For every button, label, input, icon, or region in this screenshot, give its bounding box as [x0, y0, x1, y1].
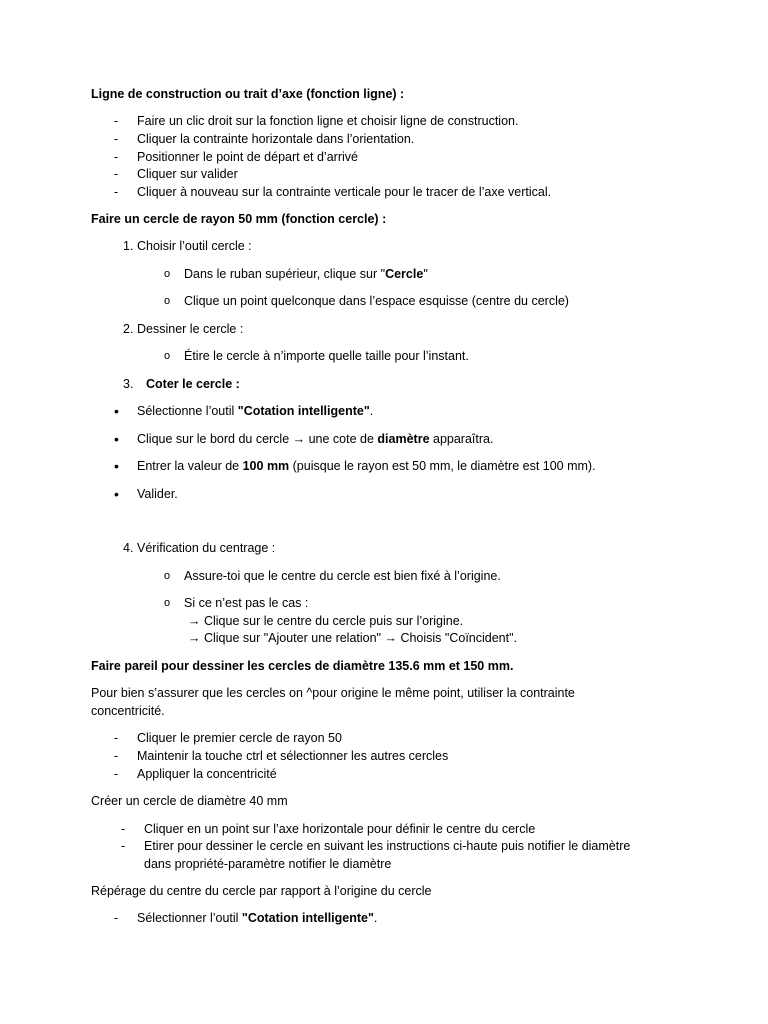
circle-bullet-icon: o [164, 350, 171, 362]
dash-bullet: - [114, 911, 119, 925]
list-item-continuation: dans propriété-paramètre notifier le diamètre [144, 857, 392, 871]
sub-item-line: → Clique sur "Ajouter une relation" → Choisis "Coïncident". [188, 631, 518, 645]
list-item: Etirer pour dessiner le cercle en suivant les instructions ci-haute puis notifier le diamètre [144, 839, 631, 853]
circle-bullet-icon: o [164, 295, 171, 307]
step-number: 1. [123, 239, 134, 253]
list-item: Sélectionner l’outil "Cotation intelligente". [137, 911, 378, 925]
sub-item: Dans le ruban supérieur, clique sur "Cercle" [184, 267, 428, 281]
bullet-item: Sélectionne l’outil "Cotation intelligente". [137, 404, 374, 418]
dash-bullet: - [121, 822, 126, 836]
list-item: Appliquer la concentricité [137, 767, 277, 781]
bullet-icon: • [114, 458, 119, 474]
section-heading-other-circles: Faire pareil pour dessiner les cercles de diamètre 135.6 mm et 150 mm. [91, 659, 514, 673]
section-heading-construction-line: Ligne de construction ou trait d’axe (fonction ligne) : [91, 87, 405, 101]
step-title: Dessiner le cercle : [137, 322, 244, 336]
sub-item: Clique un point quelconque dans l’espace esquisse (centre du cercle) [184, 294, 569, 308]
step-title: Coter le cercle : [146, 377, 240, 391]
sub-item: Étire le cercle à n’importe quelle taille pour l’instant. [184, 349, 469, 363]
bullet-item: Entrer la valeur de 100 mm (puisque le rayon est 50 mm, le diamètre est 100 mm). [137, 459, 596, 473]
step-number: 4. [123, 541, 134, 555]
dash-bullet: - [121, 839, 126, 853]
list-item: Faire un clic droit sur la fonction ligne et choisir ligne de construction. [137, 114, 519, 128]
list-item: Cliquer en un point sur l’axe horizontale pour définir le centre du cercle [144, 822, 536, 836]
bullet-icon: • [114, 431, 119, 447]
circle-bullet-icon: o [164, 570, 171, 582]
dash-bullet: - [114, 731, 119, 745]
list-item: Cliquer la contrainte horizontale dans l’orientation. [137, 132, 415, 146]
step-number: 3. [123, 377, 134, 391]
circle-bullet-icon: o [164, 268, 171, 280]
bullet-icon: • [114, 486, 119, 502]
step-title: Vérification du centrage : [137, 541, 276, 555]
list-item: Cliquer à nouveau sur la contrainte verticale pour le tracer de l’axe vertical. [137, 185, 552, 199]
bullet-item: Valider. [137, 487, 178, 501]
bullet-icon: • [114, 403, 119, 419]
dash-bullet: - [114, 114, 119, 128]
paragraph-line: Pour bien s’assurer que les cercles on ^pour origine le même point, utiliser la contrainte [91, 686, 575, 700]
step-title: Choisir l’outil cercle : [137, 239, 252, 253]
list-item: Positionner le point de départ et d’arrivé [137, 150, 358, 164]
sub-item: Si ce n’est pas le cas : [184, 596, 309, 610]
circle-bullet-icon: o [164, 597, 171, 609]
dash-bullet: - [114, 767, 119, 781]
dash-bullet: - [114, 167, 119, 181]
dash-bullet: - [114, 749, 119, 763]
list-item: Cliquer le premier cercle de rayon 50 [137, 731, 342, 745]
bullet-item: Clique sur le bord du cercle → une cote de diamètre apparaîtra. [137, 432, 494, 446]
sub-item-line: → Clique sur le centre du cercle puis sur l’origine. [188, 614, 464, 628]
sub-item: Assure-toi que le centre du cercle est bien fixé à l’origine. [184, 569, 501, 583]
dash-bullet: - [114, 132, 119, 146]
list-item: Maintenir la touche ctrl et sélectionner les autres cercles [137, 749, 449, 763]
step-number: 2. [123, 322, 134, 336]
section-heading-center-location: Répérage du centre du cercle par rapport à l’origine du cercle [91, 884, 432, 898]
section-heading-circle: Faire un cercle de rayon 50 mm (fonction cercle) : [91, 212, 387, 226]
dash-bullet: - [114, 150, 119, 164]
list-item: Cliquer sur valider [137, 167, 238, 181]
section-heading-40mm-circle: Créer un cercle de diamètre 40 mm [91, 794, 288, 808]
dash-bullet: - [114, 185, 119, 199]
paragraph-line: concentricité. [91, 704, 165, 718]
